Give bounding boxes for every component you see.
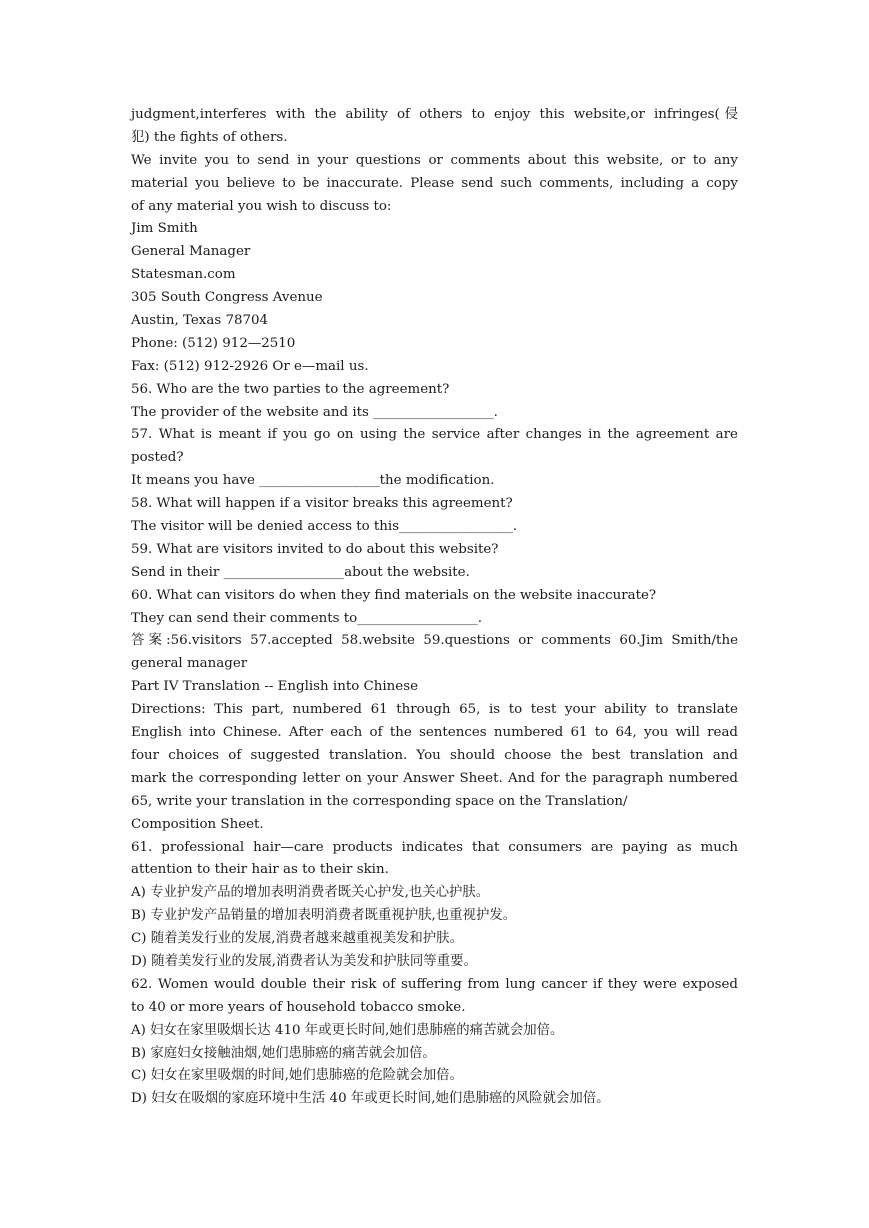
text-line: 57. What is meant if you go on using the service after changes in the agreement are [131, 427, 738, 443]
text-line: 305 South Congress Avenue [131, 290, 323, 306]
text-line: B) 专业护发产品销量的增加表明消费者既重视护肤,也重视护发。 [131, 908, 517, 924]
text-line: Austin, Texas 78704 [131, 313, 269, 329]
text-line: C) 随着美发行业的发展,消费者越来越重视美发和护肤。 [131, 931, 463, 947]
text-line: mark the corresponding letter on your Answer Sheet. And for the paragraph numbered [131, 770, 738, 786]
text-line: four choices of suggested translation. You should choose the best translation and [131, 747, 738, 763]
text-line: general manager [131, 656, 248, 672]
text-line: to 40 or more years of household tobacco smoke. [131, 999, 466, 1015]
text-line: Composition Sheet. [131, 816, 264, 832]
text-line: A) 妇女在家里吸烟长达 410 年或更长时间,她们患肺癌的痛苦就会加倍。 [131, 1022, 564, 1038]
text-line: 62. Women would double their risk of suffering from lung cancer if they were exposed [131, 976, 738, 992]
text-line: Part IV Translation -- English into Chinese [131, 679, 419, 695]
text-line: attention to their hair as to their skin. [131, 862, 389, 878]
text-line: We invite you to send in your questions or comments about this website, or to any [131, 152, 738, 168]
text-line: They can send their comments to__________________. [131, 610, 483, 626]
text-line: 答案:56.visitors 57.accepted 58.website 59.questions or comments 60.Jim Smith/the [131, 633, 738, 649]
text-line: 58. What will happen if a visitor breaks this agreement? [131, 496, 513, 512]
text-line: 65, write your translation in the corresponding space on the Translation/ [131, 793, 628, 809]
text-line: Statesman.com [131, 267, 236, 283]
text-line: material you believe to be inaccurate. Please send such comments, including a copy [131, 175, 738, 191]
text-line: It means you have __________________the modification. [131, 473, 495, 489]
text-line: 61. professional hair—care products indicates that consumers are paying as much [131, 839, 738, 855]
text-line: The visitor will be denied access to this_________________. [131, 519, 518, 535]
text-line: judgment,interferes with the ability of others to enjoy this website,or infringes(侵 [131, 107, 738, 122]
text-line: English into Chinese. After each of the sentences numbered 61 to 64, you will read [131, 725, 738, 741]
text-line: B) 家庭妇女接触油烟,她们患肺癌的痛苦就会加倍。 [131, 1045, 436, 1061]
text-line: 60. What can visitors do when they find materials on the website inaccurate? [131, 587, 657, 603]
text-line: of any material you wish to discuss to: [131, 198, 392, 214]
text-line: 犯) the fights of others. [131, 129, 288, 145]
text-line: Jim Smith [131, 221, 198, 237]
text-line: The provider of the website and its __________________. [131, 404, 498, 420]
text-line: General Manager [131, 244, 251, 260]
text-line: A) 专业护发产品的增加表明消费者既关心护发,也关心护肤。 [131, 885, 490, 901]
document-page [131, 104, 738, 1111]
text-line: Send in their __________________about the website. [131, 564, 470, 580]
text-line: 59. What are visitors invited to do about this website? [131, 541, 499, 557]
text-line: 56. Who are the two parties to the agreement? [131, 381, 450, 397]
text-line: D) 随着美发行业的发展,消费者认为美发和护肤同等重要。 [131, 953, 477, 969]
text-line: Fax: (512) 912-2926 Or e—mail us. [131, 358, 369, 374]
text-line: Phone: (512) 912—2510 [131, 335, 296, 351]
text-line: Directions: This part, numbered 61 through 65, is to test your ability to translate [131, 702, 738, 718]
text-line: posted? [131, 450, 184, 466]
text-line: D) 妇女在吸烟的家庭环境中生活 40 年或更长时间,她们患肺癌的风险就会加倍。 [131, 1091, 610, 1107]
text-line: C) 妇女在家里吸烟的时间,她们患肺癌的危险就会加倍。 [131, 1068, 463, 1084]
